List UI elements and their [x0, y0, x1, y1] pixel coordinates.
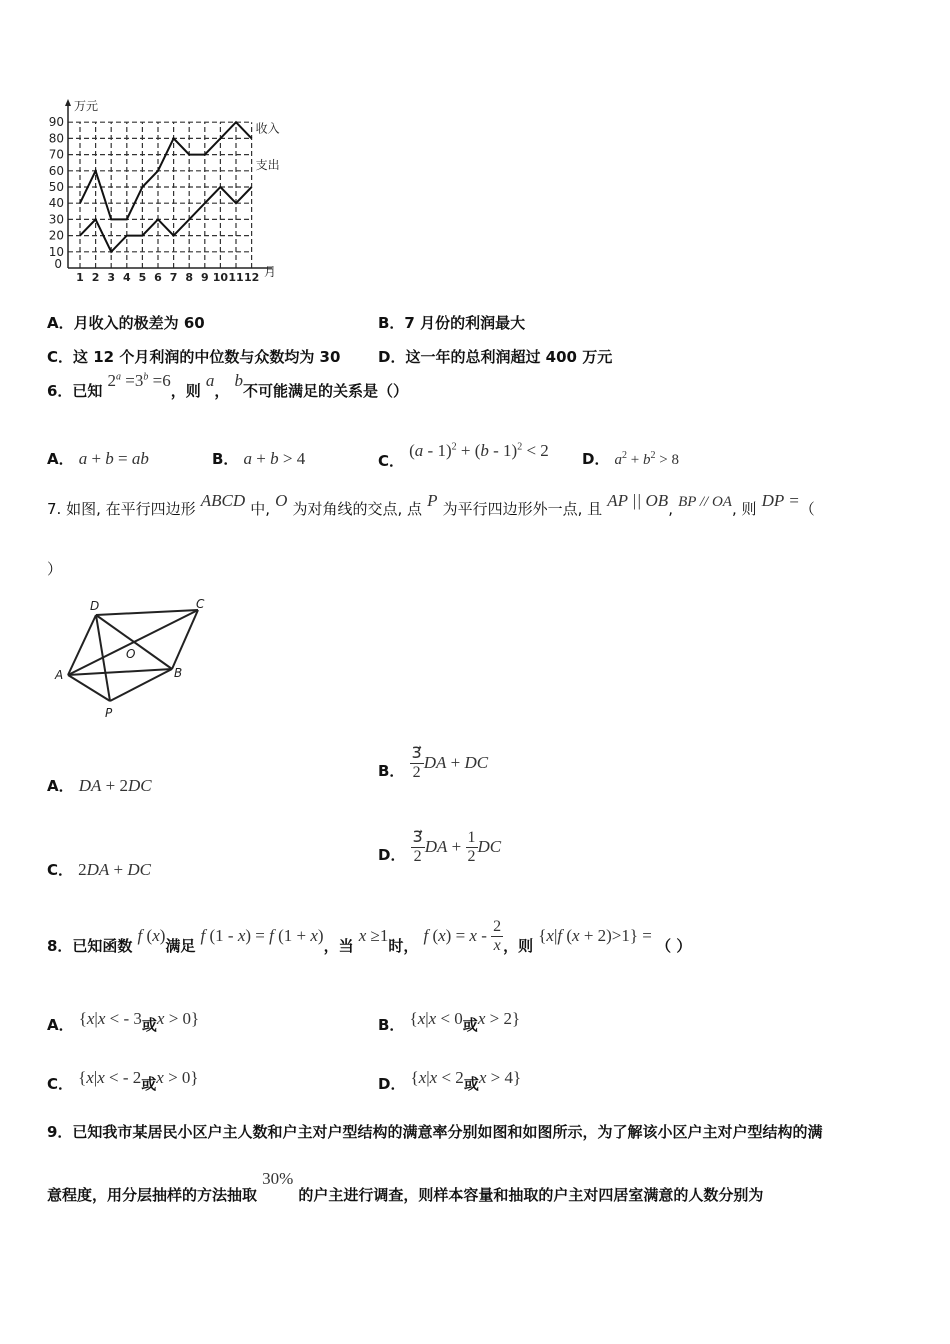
- q5-option-d: D．这一年的总利润超过 400 万元: [378, 348, 613, 366]
- x-tick-label: 11: [228, 271, 244, 284]
- x-tick-label: 3: [107, 271, 116, 284]
- y-axis-arrow: [65, 99, 71, 106]
- q7-option-c: C． 2DA + DC: [47, 860, 151, 879]
- q5-option-a: A．月收入的极差为 60: [47, 314, 205, 332]
- point-A: A: [55, 668, 64, 682]
- y-tick-label: 40: [48, 196, 64, 211]
- x-tick-label: 7: [169, 271, 178, 284]
- x-tick-label: 8: [185, 271, 194, 284]
- y-tick-label: 90: [48, 115, 64, 130]
- q8-option-a: A． {x|x < - 3或x > 0}: [47, 1009, 200, 1034]
- q8-option-b: B． {x|x < 0或x > 2}: [378, 1009, 521, 1034]
- y-tick-label: 0: [54, 257, 62, 271]
- x-tick-label: 4: [122, 271, 131, 284]
- y-axis-label: 万元: [74, 99, 99, 113]
- point-P: P: [105, 706, 113, 720]
- q7-option-a: A． DA + 2DC: [47, 776, 152, 795]
- series-label-expense: 支出: [255, 158, 280, 172]
- x-axis-label: 月: [264, 265, 277, 279]
- point-O: O: [126, 647, 136, 661]
- chart-grid: [68, 122, 252, 268]
- x-tick-label: 9: [200, 271, 209, 284]
- y-tick-label: 20: [48, 228, 64, 243]
- y-tick-label: 30: [48, 212, 64, 227]
- y-tick-label: 80: [48, 131, 64, 146]
- y-tick-label: 10: [48, 244, 64, 259]
- q5-option-b: B．7 月份的利润最大: [378, 314, 526, 332]
- x-tick-label: 6: [154, 271, 162, 284]
- q6-stem: 6．已知 $2^a =3^b =6$，则 a， b不可能满足的关系是（）: [47, 371, 408, 400]
- q7-stem-close: ）: [47, 560, 63, 578]
- point-D: D: [90, 599, 100, 613]
- q8-option-d: D． {x|x < 2或x > 4}: [378, 1068, 522, 1093]
- q8-stem: 8．已知函数 f (x)满足 f (1 - x) = f (1 + x)，当 x ≥1时， f (x) = x - $\frac{2}{x}$ ，则 {x|f (x + 2)>1} = （ ）: [47, 918, 692, 955]
- x-tick-label: 1: [76, 271, 84, 284]
- q7-option-d: D． $\frac{3⃗}{2}$ DA + $\frac{1}{2}$ DC: [378, 829, 502, 865]
- y-tick-label: 50: [48, 180, 64, 194]
- q9-line-2: 意程度，用分层抽样的方法抽取 30% 的户主进行调查，则样本容量和抽取的户主对四居室满意的人数分别为: [47, 1169, 764, 1204]
- x-tick-label: 5: [138, 271, 147, 284]
- x-tick-label: 12: [243, 271, 260, 284]
- x-tick-label: 2: [91, 271, 100, 284]
- q7-option-b: B． $\frac{3⃗}{2}$ DA + DC: [378, 745, 489, 781]
- point-B: B: [174, 666, 183, 680]
- q8-option-c: C． {x|x < - 2或x > 0}: [47, 1068, 199, 1093]
- income-expense-chart: [40, 96, 300, 286]
- q6-option-c: C． (a - 1)$^2$ + (b - 1)$^2$ < 2: [378, 441, 549, 470]
- y-tick-label: 60: [48, 163, 64, 178]
- q6-option-a: A． a + b = ab: [47, 449, 149, 468]
- q9-line-1: 9．已知我市某居民小区户主人数和户主对户型结构的满意率分别如图和如图所示，为了解该小区户主对户型结构的满: [47, 1123, 823, 1141]
- parallelogram-figure: [50, 595, 220, 725]
- x-tick-label: 10: [212, 271, 229, 284]
- q6-option-b: B． a + b > 4: [212, 449, 306, 468]
- q5-option-c: C．这 12 个月利润的中位数与众数均为 30: [47, 348, 341, 366]
- q6-option-d: D． $a^2 + b^2 > 8$: [582, 450, 679, 468]
- series-label-income: 收入: [255, 121, 280, 136]
- y-tick-label: 70: [48, 147, 64, 162]
- point-C: C: [196, 597, 205, 611]
- q7-stem: 7. 如图, 在平行四边形 ABCD 中, O 为对角线的交点, 点 P 为平行四边形外一点, 且 AP || OB, BP // OA, 则 DP =（: [47, 491, 815, 518]
